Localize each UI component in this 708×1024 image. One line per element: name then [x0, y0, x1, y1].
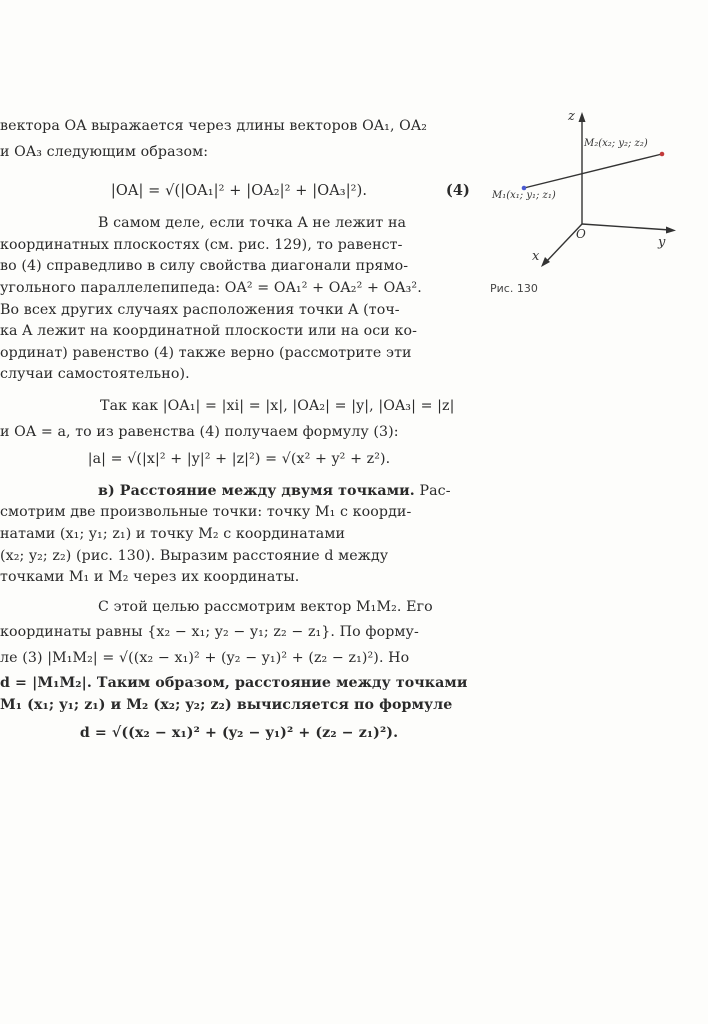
text-line-21: d = |M₁M₂|. Таким образом, расстояние между точками [0, 675, 468, 692]
z-axis-arrow-icon [579, 112, 586, 122]
formula-4-number: (4) [445, 182, 470, 200]
axis-z-label: z [568, 109, 575, 124]
figure-caption: Рис. 130 [490, 282, 538, 295]
text-line-9: ординат) равенство (4) также верно (рассмотрите эти [0, 344, 412, 361]
text-line-17: точками M₁ и M₂ через их координаты. [0, 569, 300, 586]
y-axis-arrow-icon [666, 227, 676, 234]
axis-y-label: y [658, 235, 666, 250]
text-line-15: натами (x₁; y₁; z₁) и точку M₂ с координатами [0, 525, 346, 542]
text-line-12: и OA = a, то из равенства (4) получаем формулу (3): [0, 423, 399, 440]
segment-m1-m2 [524, 154, 662, 188]
text-line-19: координаты равны {x₂ − x₁; y₂ − y₁; z₂ − z₁}. По форму- [0, 624, 419, 641]
text-line-2: и OA₃ следующим образом: [0, 143, 209, 160]
section-heading-rest: Рас- [414, 482, 451, 499]
m1-label: M₁(x₁; y₁; z₁) [492, 190, 556, 201]
text-line-20: ле (3) |M₁M₂| = √((x₂ − x₁)² + (y₂ − y₁)² + (z₂ − z₁)²). Но [0, 649, 410, 666]
text-line-4: координатных плоскостях (см. рис. 129), то равенст- [0, 236, 403, 253]
text-line-10: случаи самостоятельно). [0, 366, 190, 383]
formula-3: |a| = √(|x|² + |y|² + |z|²) = √(x² + y² + z²). [87, 451, 391, 468]
text-line-22: M₁ (x₁; y₁; z₁) и M₂ (x₂; y₂; z₂) вычисляется по формуле [0, 697, 453, 714]
formula-4-body: |OA| = √(|OA₁|² + |OA₂|² + |OA₃|²). [110, 183, 368, 200]
y-axis [582, 224, 670, 230]
text-line-3: В самом деле, если точка A не лежит на [98, 215, 407, 232]
text-line-13 [0, 481, 478, 503]
m2-label: M₂(x₂; y₂; z₂) [584, 138, 648, 149]
text-line-18: С этой целью рассмотрим вектор M₁M₂. Его [98, 598, 433, 615]
point-m2 [660, 152, 665, 157]
section-heading: в) Расстояние между двумя точками. [98, 482, 415, 499]
text-line-14: смотрим две произвольные точки: точку M₁ с коорди- [0, 504, 412, 521]
text-line-6: угольного параллелепипеда: OA² = OA₁² + OA₂² + OA₃². [0, 279, 422, 296]
origin-label: O [576, 227, 586, 241]
text-line-7: Во всех других случаях расположения точки A (точ- [0, 301, 400, 318]
text-column [0, 116, 478, 744]
text-line-5: во (4) справедливо в силу свойства диагонали прямо- [0, 258, 409, 275]
text-line-16: (x₂; y₂; z₂) (рис. 130). Выразим расстояние d между [0, 547, 389, 564]
text-line-11: Так как |OA₁| = |xi| = |x|, |OA₂| = |y|, |OA₃| = |z| [100, 397, 455, 414]
figure-130 [484, 96, 694, 276]
text-line-8: ка A лежит на координатной плоскости или на оси ко- [0, 323, 417, 340]
axis-x-label: x [532, 249, 540, 264]
formula-final: d = √((x₂ − x₁)² + (y₂ − y₁)² + (z₂ − z₁)²). [79, 724, 399, 741]
formula-4 [0, 169, 478, 213]
text-line-1: вектора OA выражается через длины векторов OA₁, OA₂ [0, 118, 428, 134]
